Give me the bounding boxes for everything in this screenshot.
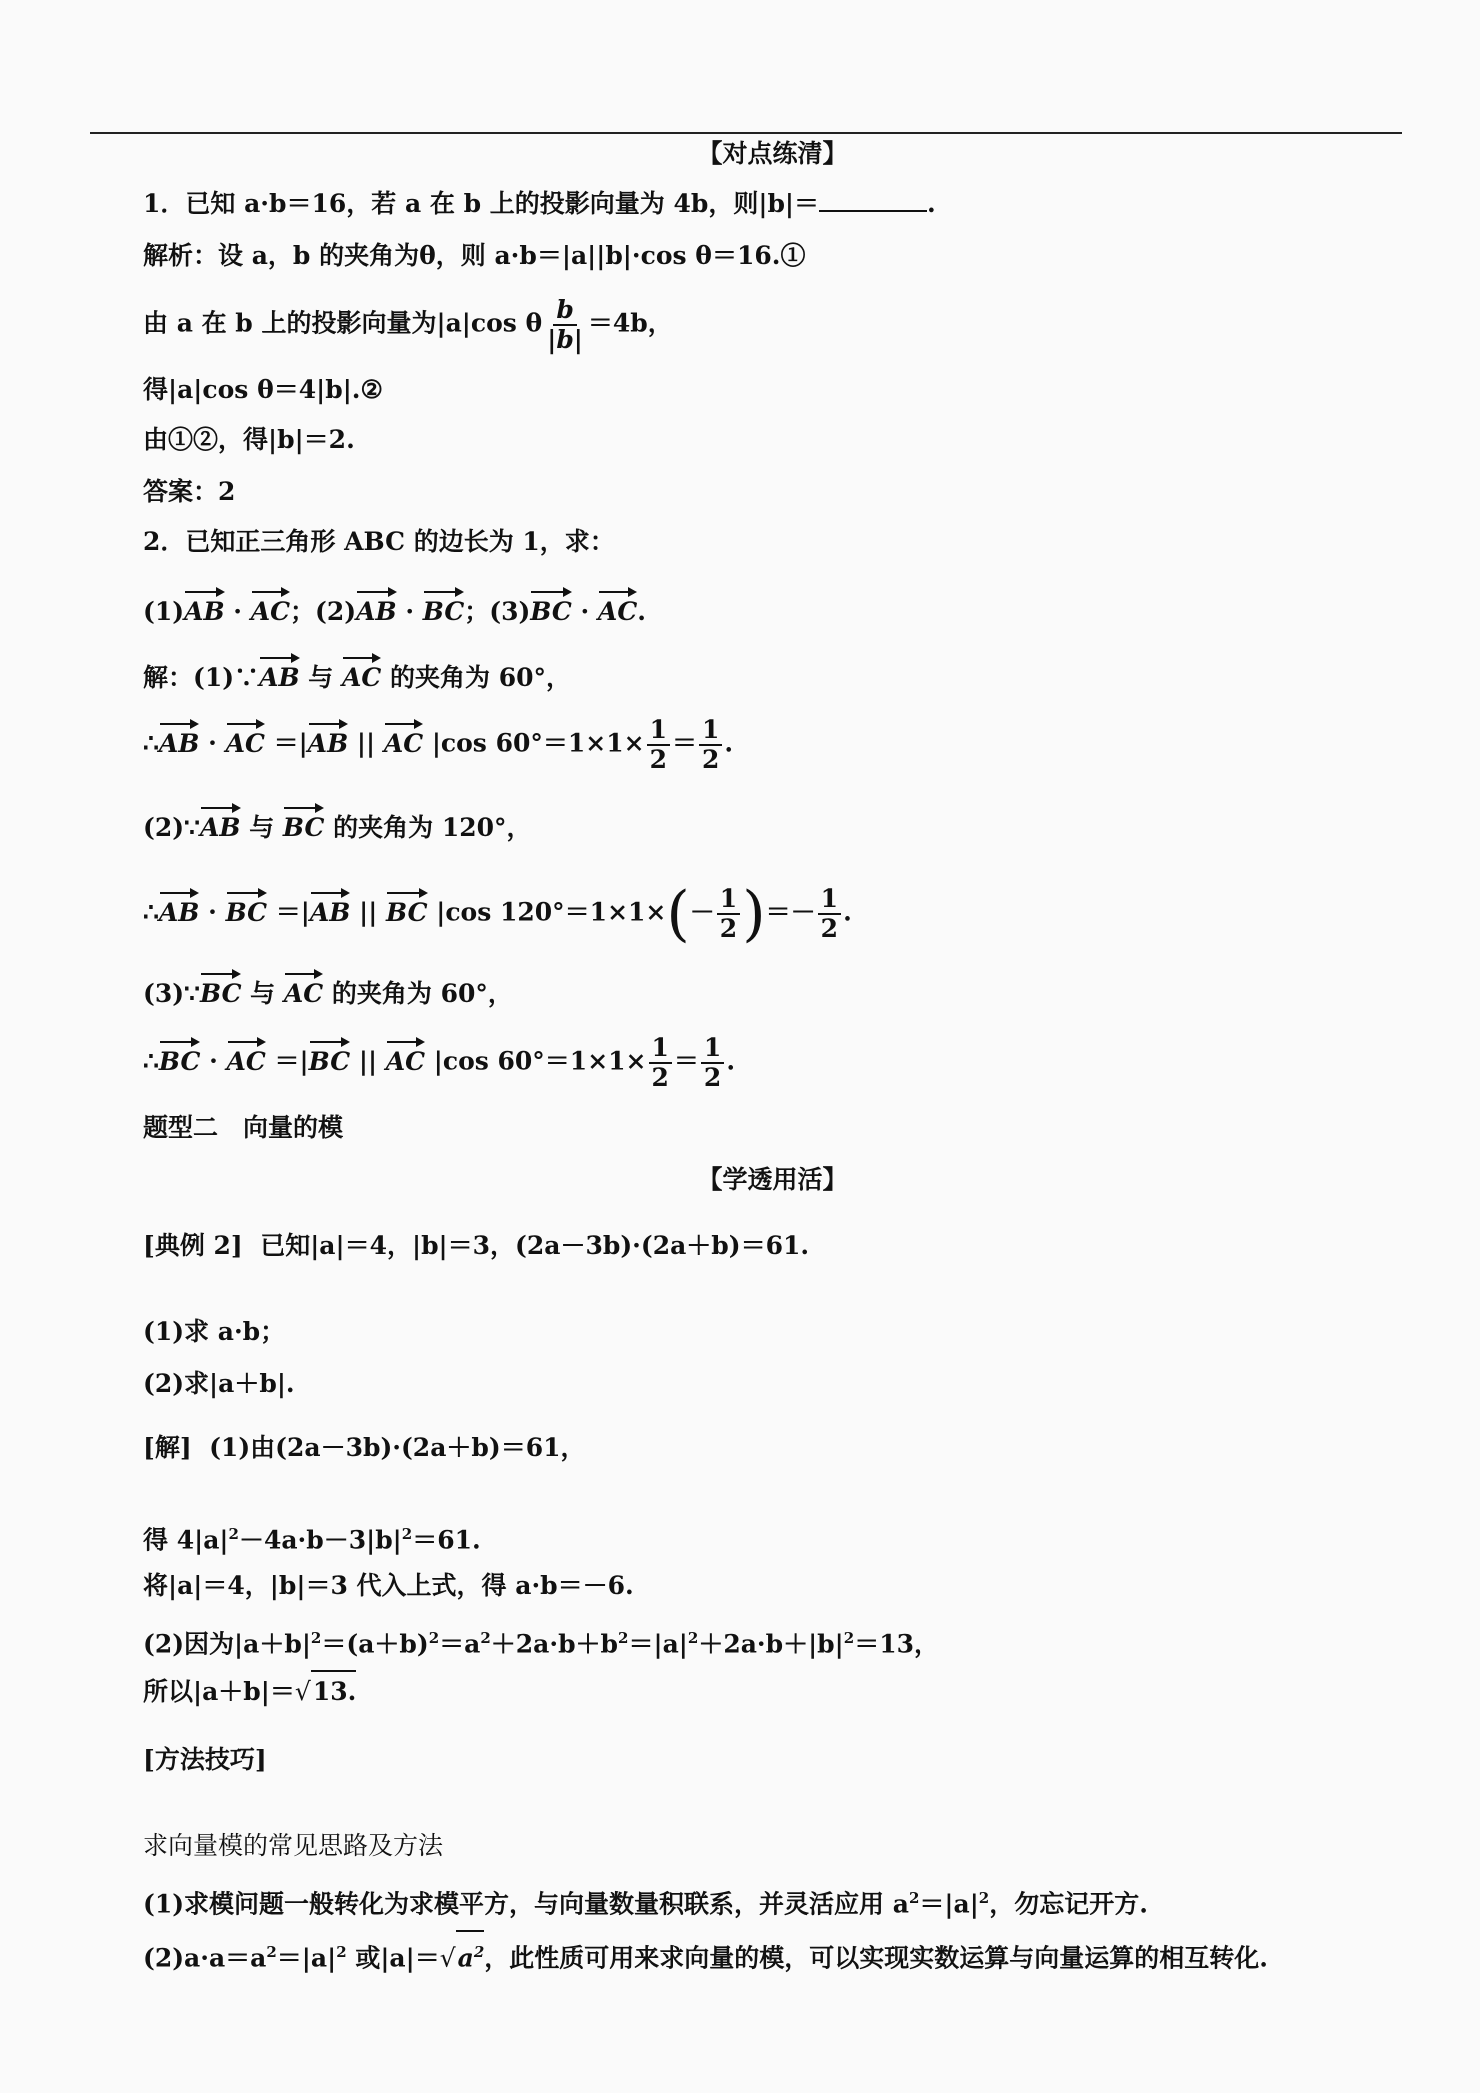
method-point-2: $(2)a\cdot a=a^2=|a|^2$ 或$|a|=√a^2$，此性质可用来求向量的模，可以实现实数运算与向量运算的相互转化. [143, 1930, 1268, 1978]
example2-sol5: 所以|a＋b|＝√13. [143, 1670, 356, 1712]
vector-BC: BC [530, 586, 572, 632]
example2-sol3: 将|a|＝4，|b|＝3 代入上式，得 a·b＝－6. [143, 1571, 634, 1600]
fraction: $\frac{b}{|b|}$ [547, 295, 583, 354]
section-heading-learn: 【学透用活】 [697, 1165, 848, 1194]
vector-AC: AC [384, 718, 423, 764]
q2-sol3-result: ∴BC · AC ＝|BC || AC |cos 60°＝1×1× $\frac{1}{2}$ ＝ $\frac{1}{2}$ . [143, 1033, 736, 1092]
vector-AC: AC [598, 586, 637, 632]
vector-AB: AB [356, 586, 397, 632]
example2-sol1: [解] (1)由(2a－3b)·(2a＋b)＝61， [143, 1433, 586, 1462]
q2-sol1-result: ∴AB · AC ＝|AB || AC |cos 60°＝1×1× $\frac{1}{2}$ ＝ $\frac{1}{2}$ . [143, 715, 734, 774]
vector-BC: BC [159, 1036, 201, 1082]
fraction-one-half: $\frac{1}{2}$ [701, 1034, 724, 1092]
method-point-1: (1)求模问题一般转化为求模平方，与向量数量积联系，并灵活应用 $a^2=|a|^2$，勿忘记开方. [143, 1889, 1148, 1919]
vector-BC: BC [309, 1036, 351, 1082]
vector-BC: BC [423, 586, 465, 632]
example2-sol2: 得 $4|a|^2-4a\cdot b-3|b|^2=61$. [143, 1525, 481, 1555]
sqrt-radicand: 13. [311, 1670, 357, 1712]
q2-stem: 2．已知正三角形 ABC 的边长为 1，求： [143, 527, 615, 556]
q1-step-2: 得|a|cos θ＝4|b|.② [143, 375, 383, 404]
fraction-one-half: $\frac{1}{2}$ [818, 885, 841, 943]
vector-BC: BC [386, 887, 428, 933]
vector-BC: BC [283, 802, 325, 848]
vector-AB: AB [159, 718, 200, 764]
q2-parts: (1)AB · AC；(2)AB · BC；(3)BC · AC. [143, 586, 646, 632]
q1-analysis: 解析：设 a，b 的夹角为θ，则 a·b＝|a||b|·cos θ＝16.① [143, 241, 806, 270]
answer-blank [819, 188, 927, 212]
q1-answer: 答案：2 [143, 477, 236, 506]
example2-q1: (1)求 a·b； [143, 1317, 286, 1346]
fraction-one-half: $\frac{1}{2}$ [699, 716, 722, 774]
vector-AC: AC [342, 652, 381, 698]
section-heading-practice: 【对点练清】 [697, 139, 848, 168]
vector-AC: AC [227, 1036, 266, 1082]
q1-step-projection: 由 a 在 b 上的投影向量为|a|cos θ $\frac{b}{|b|}$ ＝4b， [143, 295, 673, 354]
example2-stem: [典例 2] 已知|a|＝4，|b|＝3，(2a－3b)·(2a＋b)＝61. [143, 1231, 810, 1260]
q1-stem: 1．已知 a·b＝16，若 a 在 b 上的投影向量为 4b，则|b|＝ . [143, 189, 936, 218]
vector-AB: AB [308, 718, 349, 764]
vector-BC: BC [200, 968, 242, 1014]
fraction-one-half: $\frac{1}{2}$ [717, 885, 740, 943]
vector-AB: AB [200, 802, 241, 848]
vector-AB: AB [184, 586, 225, 632]
method-label: [方法技巧] [143, 1745, 267, 1774]
vector-BC: BC [226, 887, 268, 933]
fraction-one-half: $\frac{1}{2}$ [647, 716, 670, 774]
vector-AC: AC [251, 586, 290, 632]
vector-AC: AC [226, 718, 265, 764]
fraction-one-half: $\frac{1}{2}$ [649, 1034, 672, 1092]
method-title: 求向量模的常见思路及方法 [143, 1831, 444, 1860]
vector-AB: AB [259, 652, 300, 698]
q1-step-3: 由①②，得|b|＝2. [143, 425, 355, 454]
example2-sol4: (2)因为$|a+b|^2=(a+b)^2=a^2+2a\cdot b+b^2=|a|^2+2a\cdot b+|b|^2=13$， [143, 1629, 939, 1659]
q2-sol3-premise: (3)∵BC 与 AC 的夹角为 60°， [143, 968, 513, 1014]
vector-AC: AC [284, 968, 323, 1014]
sqrt-radicand: $a^2$ [456, 1930, 485, 1978]
q2-sol2-result: ∴AB · BC ＝|AB || BC |cos 120°＝1×1×(－ $\frac{1}{2}$ )＝－ $\frac{1}{2}$ . [143, 879, 852, 949]
vector-AB: AB [310, 887, 351, 933]
example2-q2: (2)求|a＋b|. [143, 1369, 295, 1398]
q2-sol2-premise: (2)∵AB 与 BC 的夹角为 120°， [143, 802, 532, 848]
vector-AB: AB [159, 887, 200, 933]
q2-sol1-premise: 解：(1)∵AB 与 AC 的夹角为 60°， [143, 652, 571, 698]
type2-title: 题型二 向量的模 [143, 1113, 344, 1142]
vector-AC: AC [386, 1036, 425, 1082]
